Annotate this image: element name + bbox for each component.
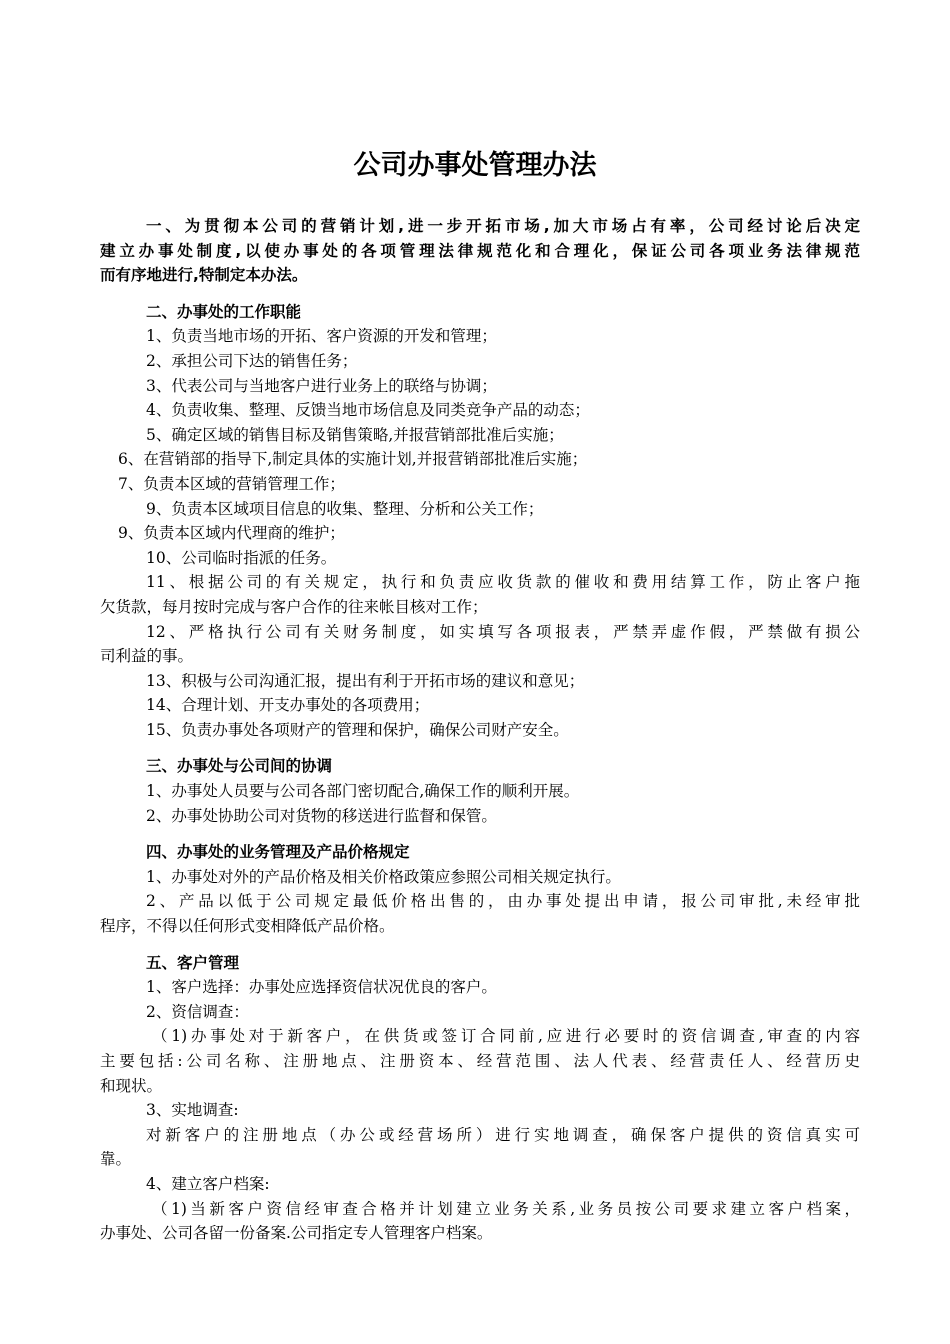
list-item: （1)当新客户资信经审查合格并计划建立业务关系,业务员按公司要求建立客户档案， (152, 1199, 860, 1218)
list-item: 11、根据公司的有关规定，执行和负责应收货款的催收和费用结算工作，防止客户拖 (146, 573, 860, 592)
list-item: 15、负责办事处各项财产的管理和保护，确保公司财产安全。 (146, 720, 569, 739)
list-item: 办事处、公司各留一份备案.公司指定专人管理客户档案。 (100, 1224, 493, 1243)
list-item: 3、实地调查: (146, 1101, 239, 1120)
list-item: 9、负责本区域项目信息的收集、整理、分析和公关工作； (146, 499, 544, 518)
text-line: 而有序地进行,特制定本办法。 (100, 266, 308, 285)
section-4-items (100, 865, 860, 939)
list-item: 14、合理计划、开支办事处的各项费用； (146, 696, 430, 715)
list-item: 1、办事处人员要与公司各部门密切配合,确保工作的顺利开展。 (146, 782, 580, 801)
document-body (100, 214, 860, 1246)
list-item: 4、建立客户档案: (146, 1174, 270, 1193)
list-item: 对新客户的注册地点（办公或经营场所）进行实地调查，确保客户提供的资信真实可 (146, 1125, 860, 1144)
section-heading: 四、办事处的业务管理及产品价格规定 (146, 843, 410, 862)
list-item: 12、严格执行公司有关财务制度，如实填写各项报表，严禁弄虚作假，严禁做有损公 (146, 622, 860, 641)
section-5-items (100, 975, 860, 1246)
section-heading: 二、办事处的工作职能 (146, 302, 302, 321)
list-item: 10、公司临时指派的任务。 (146, 548, 337, 567)
list-item: 9、负责本区域内代理商的维护； (118, 524, 345, 543)
list-item: 5、确定区域的销售目标及销售策略,并报营销部批准后实施； (146, 425, 564, 444)
list-item: 2、产品以低于公司规定最低价格出售的，由办事处提出申请，报公司审批,未经审批 (146, 892, 860, 911)
text-line: 建立办事处制度,以使办事处的各项管理法律规范化和合理化，保证公司各项业务法律规范 (100, 241, 860, 260)
list-item: 6、在营销部的指导下,制定具体的实施计划,并报营销部批准后实施； (118, 450, 588, 469)
text-line: 一、为贯彻本公司的营销计划,进一步开拓市场,加大市场占有率，公司经讨论后决定 (146, 217, 860, 235)
list-item: 和现状。 (100, 1076, 163, 1095)
section-2-items (100, 324, 860, 742)
list-item: 13、积极与公司沟通汇报，提出有利于开拓市场的建议和意见； (146, 671, 585, 690)
list-item: 1、办事处对外的产品价格及相关价格政策应参照公司相关规定执行。 (146, 867, 621, 886)
list-item: 2、资信调查： (146, 1002, 249, 1021)
list-item: 1、客户选择：办事处应选择资信状况优良的客户。 (146, 978, 497, 997)
list-item: 司利益的事。 (100, 647, 194, 666)
list-item: 主要包括:公司名称、注册地点、注册资本、经营范围、法人代表、经营责任人、经营历史 (100, 1052, 860, 1070)
list-item: 3、代表公司与当地客户进行业务上的联络与协调； (146, 376, 497, 395)
list-item: 2、承担公司下达的销售任务； (146, 351, 358, 370)
document-title: 公司办事处管理办法 (353, 150, 597, 181)
list-item: 靠。 (100, 1150, 132, 1169)
list-item: （1)办事处对于新客户，在供货或签订合同前,应进行必要时的资信调查,审查的内容 (152, 1027, 860, 1046)
section-heading: 三、办事处与公司间的协调 (146, 757, 333, 776)
list-item: 4、负责收集、整理、反馈当地市场信息及同类竞争产品的动态； (146, 401, 590, 420)
list-item: 1、负责当地市场的开拓、客户资源的开发和管理； (146, 327, 497, 346)
list-item: 程序，不得以任何形式变相降低产品价格。 (100, 917, 395, 936)
intro-paragraph (100, 214, 860, 288)
list-item: 7、负责本区域的营销管理工作； (118, 474, 345, 493)
list-item: 欠货款，每月按时完成与客户合作的往来帐目核对工作； (100, 597, 488, 616)
section-3-items (100, 779, 860, 828)
section-heading: 五、客户管理 (146, 953, 240, 972)
list-item: 2、办事处协助公司对货物的移送进行监督和保管。 (146, 806, 497, 825)
